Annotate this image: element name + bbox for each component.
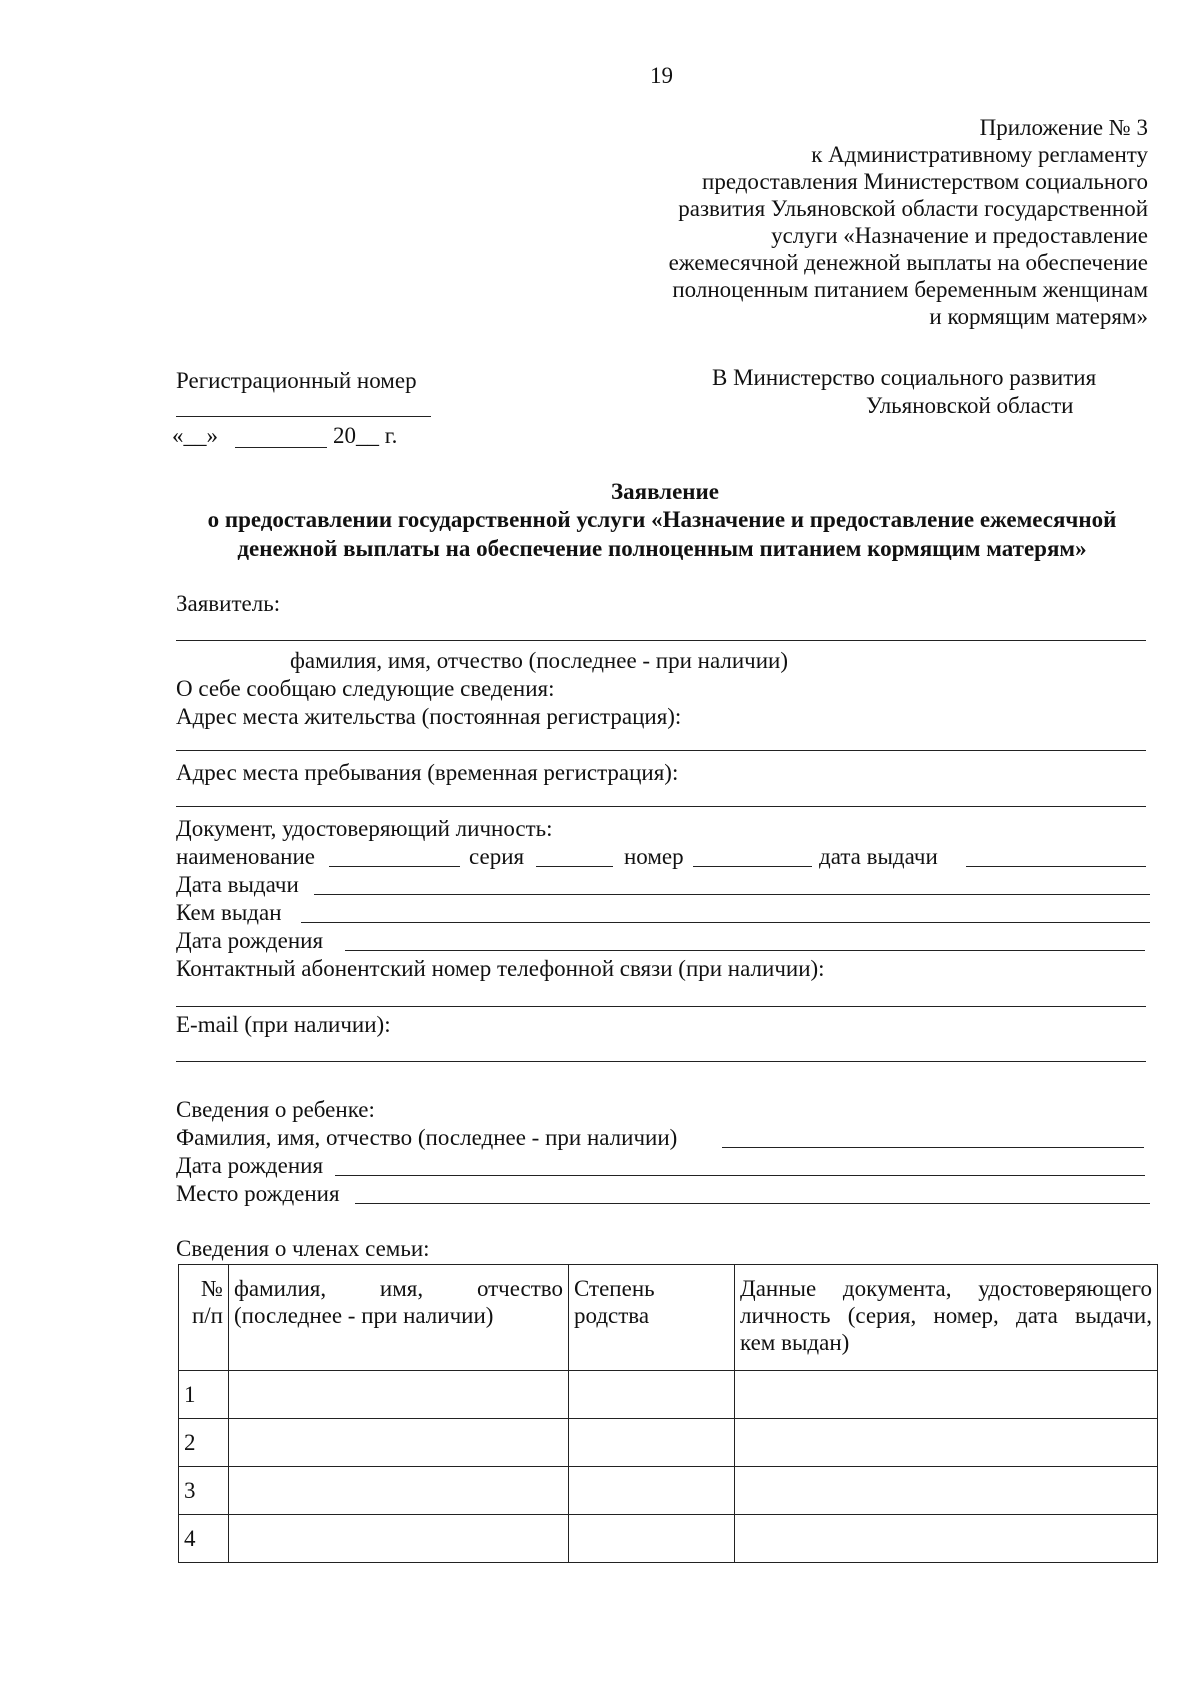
document-subtitle-line-1: о предоставлении государственной услуги «Назначение и предоставление ежемесячной	[207, 507, 1117, 532]
header-relation	[569, 1265, 735, 1371]
id-document-label: Документ, удостоверяющий личность:	[176, 816, 553, 841]
about-label: О себе сообщаю следующие сведения:	[176, 676, 555, 701]
child-fio-field[interactable]	[722, 1147, 1144, 1148]
document-subtitle-line-2: денежной выплаты на обеспечение полноценным питанием кормящим матерям»	[237, 536, 1087, 561]
row-fio-cell[interactable]	[229, 1467, 569, 1515]
birth-date-field[interactable]	[345, 950, 1145, 951]
appendix-line: предоставления Министерством социального	[702, 169, 1148, 194]
row-relation-cell[interactable]	[569, 1419, 735, 1467]
header-document-line: личность (серия, номер, дата выдачи,	[740, 1303, 1152, 1328]
issued-by-field[interactable]	[301, 922, 1150, 923]
child-fio-label: Фамилия, имя, отчество (последнее - при наличии)	[176, 1125, 678, 1150]
row-document-cell[interactable]	[735, 1467, 1158, 1515]
appendix-line: и кормящим матерям»	[929, 304, 1148, 329]
permanent-address-field[interactable]	[176, 750, 1146, 751]
row-number: 4	[179, 1515, 229, 1563]
email-label: E-mail (при наличии):	[176, 1012, 391, 1037]
appendix-line: услуги «Назначение и предоставление	[771, 223, 1148, 248]
doc-name-field[interactable]	[329, 866, 460, 867]
table-row	[179, 1467, 1158, 1515]
row-relation-cell[interactable]	[569, 1515, 735, 1563]
table-header-row	[179, 1265, 1158, 1371]
appendix-line: к Административному регламенту	[811, 142, 1148, 167]
phone-field[interactable]	[176, 1006, 1146, 1007]
row-relation-cell[interactable]	[569, 1467, 735, 1515]
registration-label: Регистрационный номер	[176, 368, 417, 393]
applicant-fio-field[interactable]	[176, 640, 1146, 641]
row-fio-cell[interactable]	[229, 1515, 569, 1563]
header-fio-line: фамилия, имя, отчество	[234, 1276, 563, 1301]
birth-date-label: Дата рождения	[176, 928, 324, 953]
document-title: Заявление	[610, 479, 720, 504]
temporary-address-field[interactable]	[176, 806, 1146, 807]
applicant-label: Заявитель:	[176, 591, 281, 616]
appendix-line: ежемесячной денежной выплаты на обеспечение	[668, 250, 1148, 275]
doc-issue-date-inline-field[interactable]	[966, 866, 1146, 867]
doc-issue-date-inline-label: дата выдачи	[819, 844, 938, 869]
family-label: Сведения о членах семьи:	[176, 1236, 430, 1261]
child-birth-date-field[interactable]	[335, 1175, 1145, 1176]
registration-date-year: 20__ г.	[333, 423, 398, 448]
header-fio-line: (последнее - при наличии)	[234, 1303, 494, 1328]
row-document-cell[interactable]	[735, 1419, 1158, 1467]
recipient-line-2: Ульяновской области	[866, 393, 1074, 418]
header-document	[735, 1265, 1158, 1371]
doc-name-label: наименование	[176, 844, 315, 869]
issued-by-label: Кем выдан	[176, 900, 282, 925]
email-field[interactable]	[176, 1061, 1146, 1062]
row-document-cell[interactable]	[735, 1371, 1158, 1419]
row-number: 1	[179, 1371, 229, 1419]
table-row	[179, 1371, 1158, 1419]
child-label: Сведения о ребенке:	[176, 1097, 375, 1122]
table-row	[179, 1419, 1158, 1467]
temporary-address-label: Адрес места пребывания (временная регистрация):	[176, 760, 679, 785]
header-fio	[229, 1265, 569, 1371]
child-birth-place-label: Место рождения	[176, 1181, 340, 1206]
header-num-line: п/п	[191, 1303, 223, 1328]
row-fio-cell[interactable]	[229, 1419, 569, 1467]
issue-date-label: Дата выдачи	[176, 872, 299, 897]
doc-series-label: серия	[469, 844, 525, 869]
table-row	[179, 1515, 1158, 1563]
header-num	[179, 1265, 229, 1371]
applicant-fio-caption: фамилия, имя, отчество (последнее - при наличии)	[290, 648, 789, 673]
row-fio-cell[interactable]	[229, 1371, 569, 1419]
appendix-line: полноценным питанием беременным женщинам	[672, 277, 1148, 302]
header-document-line: кем выдан)	[740, 1330, 850, 1355]
header-num-line: №	[201, 1276, 223, 1301]
doc-number-field[interactable]	[693, 866, 812, 867]
doc-number-label: номер	[624, 844, 684, 869]
doc-series-field[interactable]	[536, 866, 613, 867]
header-document-line: Данные документа, удостоверяющего	[740, 1276, 1152, 1301]
appendix-block	[448, 114, 1148, 330]
registration-number-field[interactable]	[176, 416, 431, 417]
registration-date-month-field[interactable]	[235, 447, 327, 448]
issue-date-field[interactable]	[314, 894, 1150, 895]
row-relation-cell[interactable]	[569, 1371, 735, 1419]
recipient-line-1: В Министерство социального развития	[712, 365, 1097, 390]
header-relation-line: Степень	[574, 1276, 655, 1301]
permanent-address-label: Адрес места жительства (постоянная регистрация):	[176, 704, 682, 729]
row-document-cell[interactable]	[735, 1515, 1158, 1563]
appendix-line: Приложение № 3	[979, 115, 1148, 140]
child-birth-place-field[interactable]	[355, 1203, 1150, 1204]
row-number: 3	[179, 1467, 229, 1515]
child-birth-date-label: Дата рождения	[176, 1153, 324, 1178]
page-number: 19	[650, 63, 673, 88]
header-relation-line: родства	[574, 1303, 650, 1328]
family-table	[178, 1264, 1158, 1563]
phone-label: Контактный абонентский номер телефонной связи (при наличии):	[176, 956, 825, 981]
registration-date-day: «__»	[172, 423, 218, 448]
appendix-line: развития Ульяновской области государственной	[678, 196, 1148, 221]
row-number: 2	[179, 1419, 229, 1467]
